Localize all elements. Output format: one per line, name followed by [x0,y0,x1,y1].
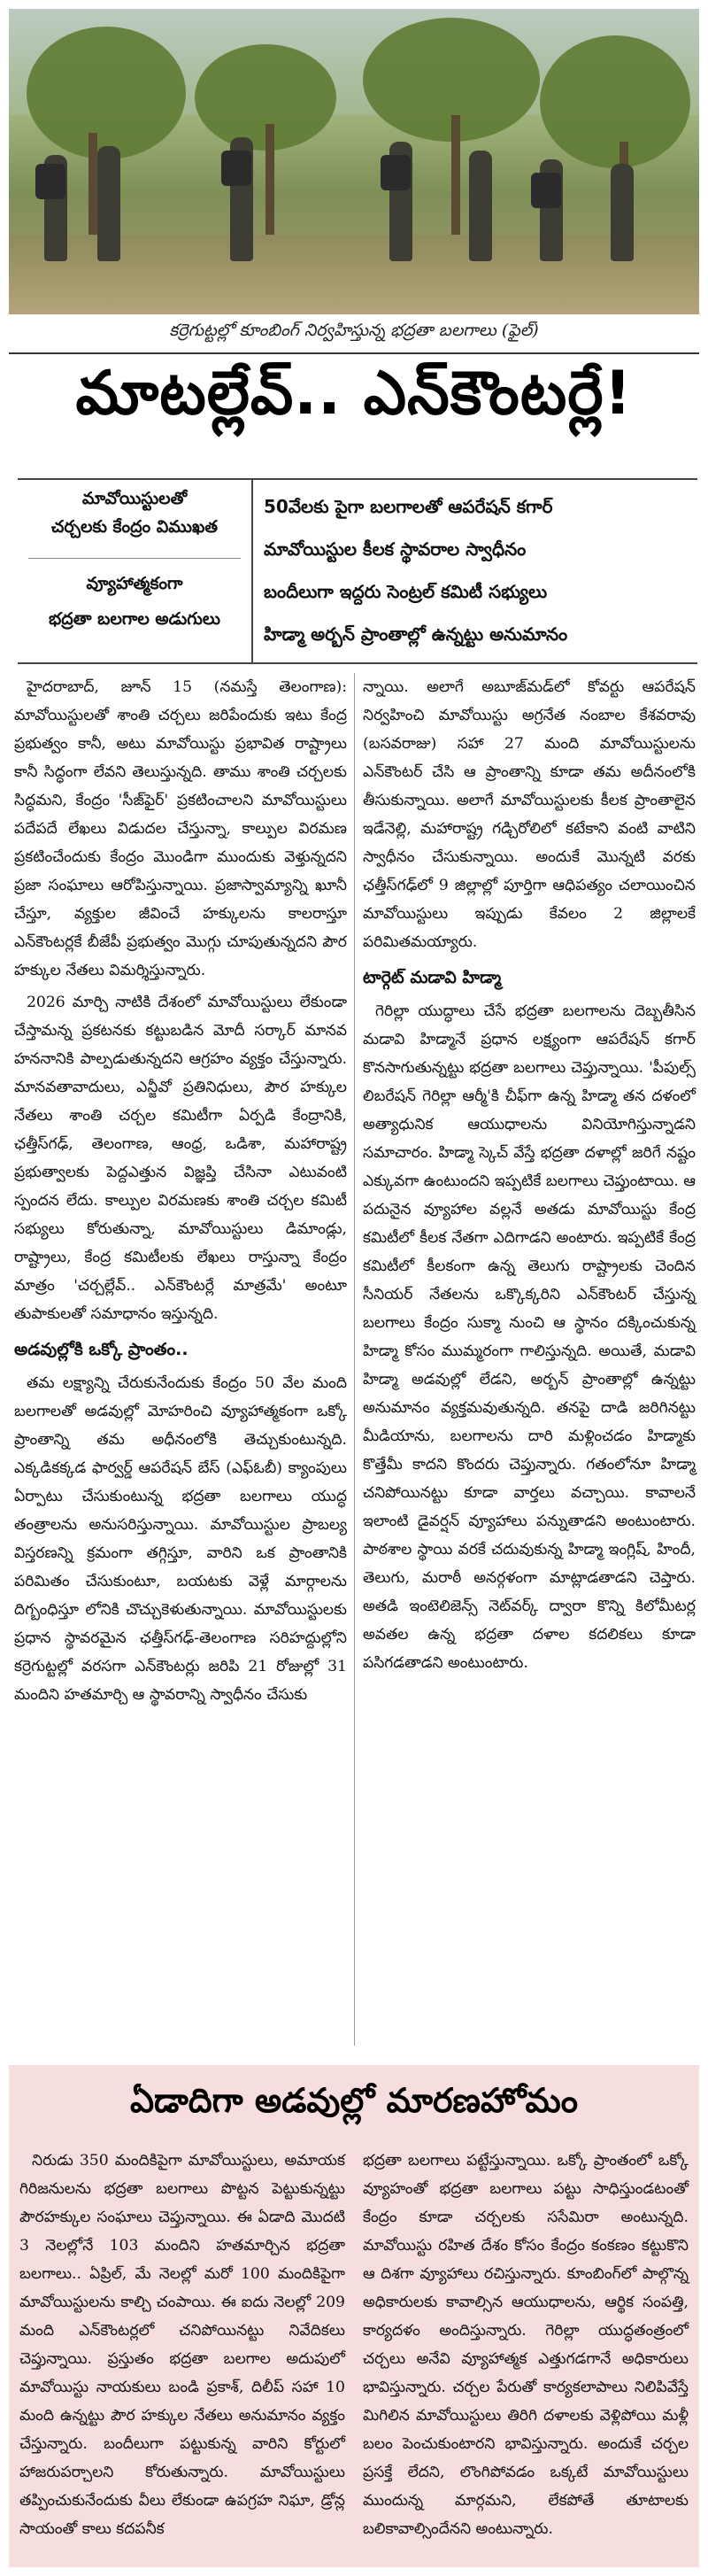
photo-backpack [381,155,411,190]
photo-soldier [469,151,492,261]
photo-soldier [97,146,120,261]
subhead-left-line: భద్రతా బలగాల అడుగులు [49,609,220,629]
photo-backpack [221,151,251,186]
article-paragraph: తమ లక్ష్యాన్ని చేరుకునేందుకు కేంద్రం 50 వేల మంది బలగాలతో అడవుల్లో మోహరించి వ్యూహాత్మకంగా ఒక్కో ప్రాంతాన్ని తమ అధీనంలోకి తెచ్చుకుంటున్నది. ఎక్కడికక్కడ ఫార్వర్డ్ ఆపరేషన్ బేస్ (ఎఫ్‌ఓబీ) క్యాంపులు ఏర్పాటు చేసుకుంటున్న భద్రతా బలగాలు యుద్ధ తంత్రాలను అనుసరిస్తున్నాయి. మావోయిస్టుల ప్రాబల్య విస్తరణన్ని క్రమంగా తగ్గిస్తూ, వారిని ఒక ప్రాంతానికి పరిమితం చేసుకుంటూ, బయటకు వెళ్లే మార్గాలను దిగ్బంధిస్తూ లోనికి చొచ్చుకెళుతున్నాయి. మావోయిస్టులకు ప్రధాన స్థావరమైన ఛత్తీస్‌గఢ్-తెలంగాణ సరిహద్దుల్లోని కర్రెగుట్టల్లో వరసగా ఎన్‌కౌంటర్లు జరిపి 21 రోజుల్లో 31 మందిని హతమార్చి ఆ స్థావరాన్ని స్వాధీనం చేసుకు [14,1374,347,1704]
photo-tree-canopy [27,27,186,159]
photo-backpack [531,173,561,208]
sidebar-box-column-right [363,2147,689,2543]
subhead-left-line: చర్చలకు కేంద్రం విముఖత [50,517,219,537]
sidebar-box-paragraph: నిరుడు 350 మందికిపైగా మావోయిస్టులు, అమాయక గిరిజనులను భద్రతా బలగాలు పొట్టన పెట్టుకున్నట్టు పౌరహక్కుల సంఘాలు చెప్తున్నాయి. ఈ ఏడాది మొదటి 3 నెలల్లోనే 103 మందిని హతమార్చిన భద్రతా బలగాలు.. ఏప్రిల్, మే నెలల్లో మరో 100 మందికిపైగా మావోయిస్టులను కాల్చి చంపాయి. ఈ ఐదు నెలల్లో 209 మంది ఎన్‌కౌంటర్లలో చనిపోయినట్టు నివేదికలు చెప్తున్నాయి. ప్రస్తుతం భద్రతా బలగాల అదుపులో మావోయిస్టు నాయకులు బండి ప్రకాశ్, దిలీప్ సహా 10 మంది ఉన్నట్టు పౌర హక్కుల నేతలు అనుమానం వ్యక్తం చేస్తున్నారు. బందీలుగా పట్టుకున్న వారిని కోర్టులో హాజరుపర్చాలని కోరుతున్నారు. మావోయిస్టులు తప్పించుకునేందుకు వీలు లేకుండా ఉపగ్రహ నిఘా, డ్రోన్ల సాయంతో కాలు కదపనీక [19,2152,345,2538]
sidebar-box-title: ఏడాదిగా అడవుల్లో మారణహోమం [130,2081,578,2120]
photo-soldier [611,164,634,261]
subhead-left-line: మావోయిస్టులతో [81,489,188,508]
sidebar-box-column-left [19,2147,345,2543]
column-divider [354,673,355,2046]
photo-backpack [35,164,65,199]
article-column-left [14,673,347,1713]
article-paragraph: 2026 మార్చి నాటికి దేశంలో మావోయిస్టులు లేకుండా చేస్తామన్న ప్రకటనకు కట్టుబడిన మోదీ సర్కార్ మానవ హననానికి పాల్పడుతున్నదని ఆగ్రహం వ్యక్తం చేస్తున్నారు. మానవతావాదులు, ఎన్జీవో ప్రతినిధులు, పౌర హక్కుల నేతలు శాంతి చర్చల కమిటీగా ఏర్పడి కేంద్రానికి, ఛత్తీస్‌గఢ్, తెలంగాణ, ఆంధ్ర, ఒడిశా, మహారాష్ట్ర ప్రభుత్వాలకు పెద్దఎత్తున విజ్ఞప్తి చేసినా ఎటువంటి స్పందన లేదు. కాల్పుల విరమణకు శాంతి చర్చల కమిటీ సభ్యులు కోరుతున్నా, మావోయిస్టులు డిమాండ్లు, రాష్ట్రాలు, కేంద్ర కమిటీలకు లేఖలు రాస్తున్నా కేంద్రం మాత్రం 'చర్చల్లేవ్.. ఎన్‌కౌంటర్లే మాత్రమే' అంటూ తుపాకులతో సమాధానం ఇస్తున్నది. [14,994,347,1323]
subhead-right-line: బందీలుగా ఇద్దరు సెంట్రల్ కమిటీ సభ్యులు [264,581,548,602]
subheads-right [264,485,697,655]
article-subheading: అడవుల్లోకి ఒక్కో ప్రాంతం.. [14,1340,189,1359]
subheads-left [18,480,253,662]
divider [28,558,241,559]
sidebar-box [9,2065,699,2567]
article-photo [9,9,699,314]
subhead-right-line: మావోయిస్టుల కీలక స్థావరాల స్వాధీనం [264,538,527,560]
divider [9,352,699,354]
photo-tree-canopy [540,35,690,168]
subhead-right-line: 50వేలకు పైగా బలగాలతో ఆపరేషన్ కగార్ [264,496,553,517]
article-paragraph: న్నాయి. అలాగే అబూజ్‌మడ్‌లో కోవర్టు ఆపరేషన్ నిర్వహించి మావోయిస్టు అగ్రనేత నంబాల కేశవరావు (బసవరాజు) సహా 27 మంది మావోయిస్టులను ఎన్‌కౌంటర్ చేసి ఆ ప్రాంతాన్ని కూడా తమ అదీనంలోకి తీసుకున్నాయి. అలాగే మావోయిస్టులకు కీలక ప్రాంతాలైన ఇడేనెల్లి, మహారాష్ట్ర గడ్చిరోలిలో కటేకాని వంటి వాటిని స్వాధీనం చేసుకున్నాయి. అందుకే మొన్నటి వరకు ఛత్తీస్‌గఢ్‌లో 9 జిల్లాల్లో పూర్తిగా ఆధిపత్యం చలాయించిన మావోయిస్టులు ఇప్పుడు కేవలం 2 జిల్లాలకే పరిమితమయ్యారు. [363,678,696,951]
photo-caption: కర్రెగుట్టల్లో కూంబింగ్ నిర్వహిస్తున్న భద్రతా బలగాలు (ఫైల్) [169,321,539,340]
headline: మాటల్లేవ్.. ఎన్‌కౌంటర్లే! [75,359,633,429]
article-paragraph: గెరిల్లా యుద్ధాలు చేసే భద్రతా బలగాలను దెబ్బతీసిన మడావి హిడ్మానే ప్రధాన లక్ష్యంగా ఆపరేషన్ కగార్ కొనసాగుతున్నట్టు భద్రతా బలగాలు చెప్తున్నాయి. 'పీపుల్స్ లిబరేషన్ గెరిల్లా ఆర్మీ'కి చీఫ్‌గా ఉన్న హిడ్మా తన దళంలో అత్యాధునిక ఆయుధాలను వినియోగిస్తున్నాడని సమాచారం. హిడ్మా స్కెచ్ వేస్తే భద్రతా దళాల్లో జరిగే నష్టం ఎక్కువగా ఉంటుందని ఇప్పటికే బలగాలు చెప్తుంటాయి. ఆ పదునైన వ్యూహాల వల్లనే అతడు మావోయిస్టు కేంద్ర కమిటీలో కీలక నేతగా ఎదిగాడని అంటారు. ఇప్పటికే కేంద్ర కమిటీలో కీలకంగా ఉన్న తెలుగు రాష్ట్రాలకు చెందిన సీనియర్ నేతలను ఒక్కొక్కరిని ఎన్‌కౌంటర్ చేస్తున్న బలగాలు కేంద్రం సుక్మా నుంచి ఆ స్థానం దక్కించుకున్న హిడ్మా కోసం ముమ్మరంగా గాలిస్తున్నది. అయితే, మడావి హిడ్మా అడవుల్లో లేడని, అర్బన్ ప్రాంతాల్లో ఉన్నట్టు అనుమానం వ్యక్తమవుతున్నది. తనపై దాడి జరిగినట్టు మీడియాను, బలగాలను దారి మళ్లించడం హిడ్మాకు కొత్తేమీ కాదని కొందరు చెప్తున్నారు. గతంలోనూ హిడ్మా చనిపోయినట్టు కూడా వార్తలు వచ్చాయి. కావాలనే ఇలాంటి డైవర్షన్ వ్యూహాలు పన్నుతాడని అంటుంటారు. పాఠశాల స్థాయి వరకే చదువుకున్న హిడ్మా ఇంగ్లిష్, హిందీ, తెలుగు, మరాఠీ అనర్గళంగా మాట్లాడతాడని చెప్తారు. అతడి ఇంటెలిజెన్స్ నెట్‌వర్క్ ద్వారా కొన్ని కిలోమీటర్ల అవతల ఉన్న భద్రతా దళాల కదలికలు కూడా పసిగడతాడని అంటుంటారు. [363,1002,696,1672]
sidebar-box-paragraph: భద్రతా బలగాలు పట్టేస్తున్నాయి. ఒక్కో ప్రాంతంలో ఒక్కో వ్యూహంతో భద్రతా బలగాలు పట్టు సాధిస్తుండటంతో కేంద్రం కూడా చర్చలకు ససేమిరా అంటున్నది. మావోయిస్టు రహిత దేశం కోసం కేంద్రం కంకణం కట్టుకొని ఆ దిశగా వ్యూహాలు రచిస్తున్నారు. కూంబింగ్‌లో పాల్గొన్న అధికారులకు కావాల్సిన ఆయుధాలను, ఆర్థిక సంపత్తి, కార్యదళం అందిస్తున్నారు. గెరిల్లా యుద్ధతంత్రంలో చర్చలు అనేవి వ్యూహాత్మక ఎత్తుగడగానే అధికారులు భావిస్తున్నారు. చర్చల పేరుతో కార్యకలాపాలు నిలిపివేస్తే మిగిలిన మావోయిస్టులు తిరిగి దళాలకు వెళ్లిపోయి మళ్లీ బలం పెంచుకుంటారని భావిస్తున్నారు. అందుకే చర్చల ప్రసక్తే లేదని, లొంగిపోవడం ఒక్కటే మావోయిస్టులు ముందున్న మార్గమని, లేకపోతే తూటాలకు బలికావాల్సిందేనని అంటున్నారు. [363,2152,689,2538]
subheads-box [18,478,697,664]
article-column-right [363,673,696,1681]
article-paragraph: హైదరాబాద్, జూన్ 15 (నమస్తే తెలంగాణ): మావోయిస్టులతో శాంతి చర్చలు జరిపేందుకు ఇటు కేంద్ర ప్రభుత్వం కానీ, అటు మావోయిస్టు ప్రభావిత రాష్ట్రాలు కానీ సిద్ధంగా లేవని తెలుస్తున్నది. తాము శాంతి చర్చలకు సిద్ధమని, కేంద్రం 'సీజ్‌ఫైర్' ప్రకటించాలని మావోయిస్టులు పదేపదే లేఖలు విడుదల చేస్తున్నా, కాల్పుల విరమణ ప్రకటించేందుకు కేంద్రం మొండిగా ముందుకు వెళ్తున్నదని ప్రజా సంఘాలు ఆరోపిస్తున్నాయి. ప్రజాస్వామ్యాన్ని ఖూనీ చేస్తూ, వ్యక్తుల జీవించే హక్కులను కాలరాస్తూ ఎన్‌కౌంటర్లకే బీజేపీ ప్రభుత్వం మొగ్గు చూపుతున్నదని పౌర హక్కుల నేతలు విమర్శిస్తున్నారు. [14,678,347,979]
subhead-left-line: వ్యూహాత్మకంగా [86,574,183,593]
article-subheading: టార్గెట్ మడావి హిడ్మా [363,968,502,987]
subhead-right-line: హిడ్మా అర్బన్ ప్రాంతాల్లో ఉన్నట్టు అనుమానం [264,623,568,645]
